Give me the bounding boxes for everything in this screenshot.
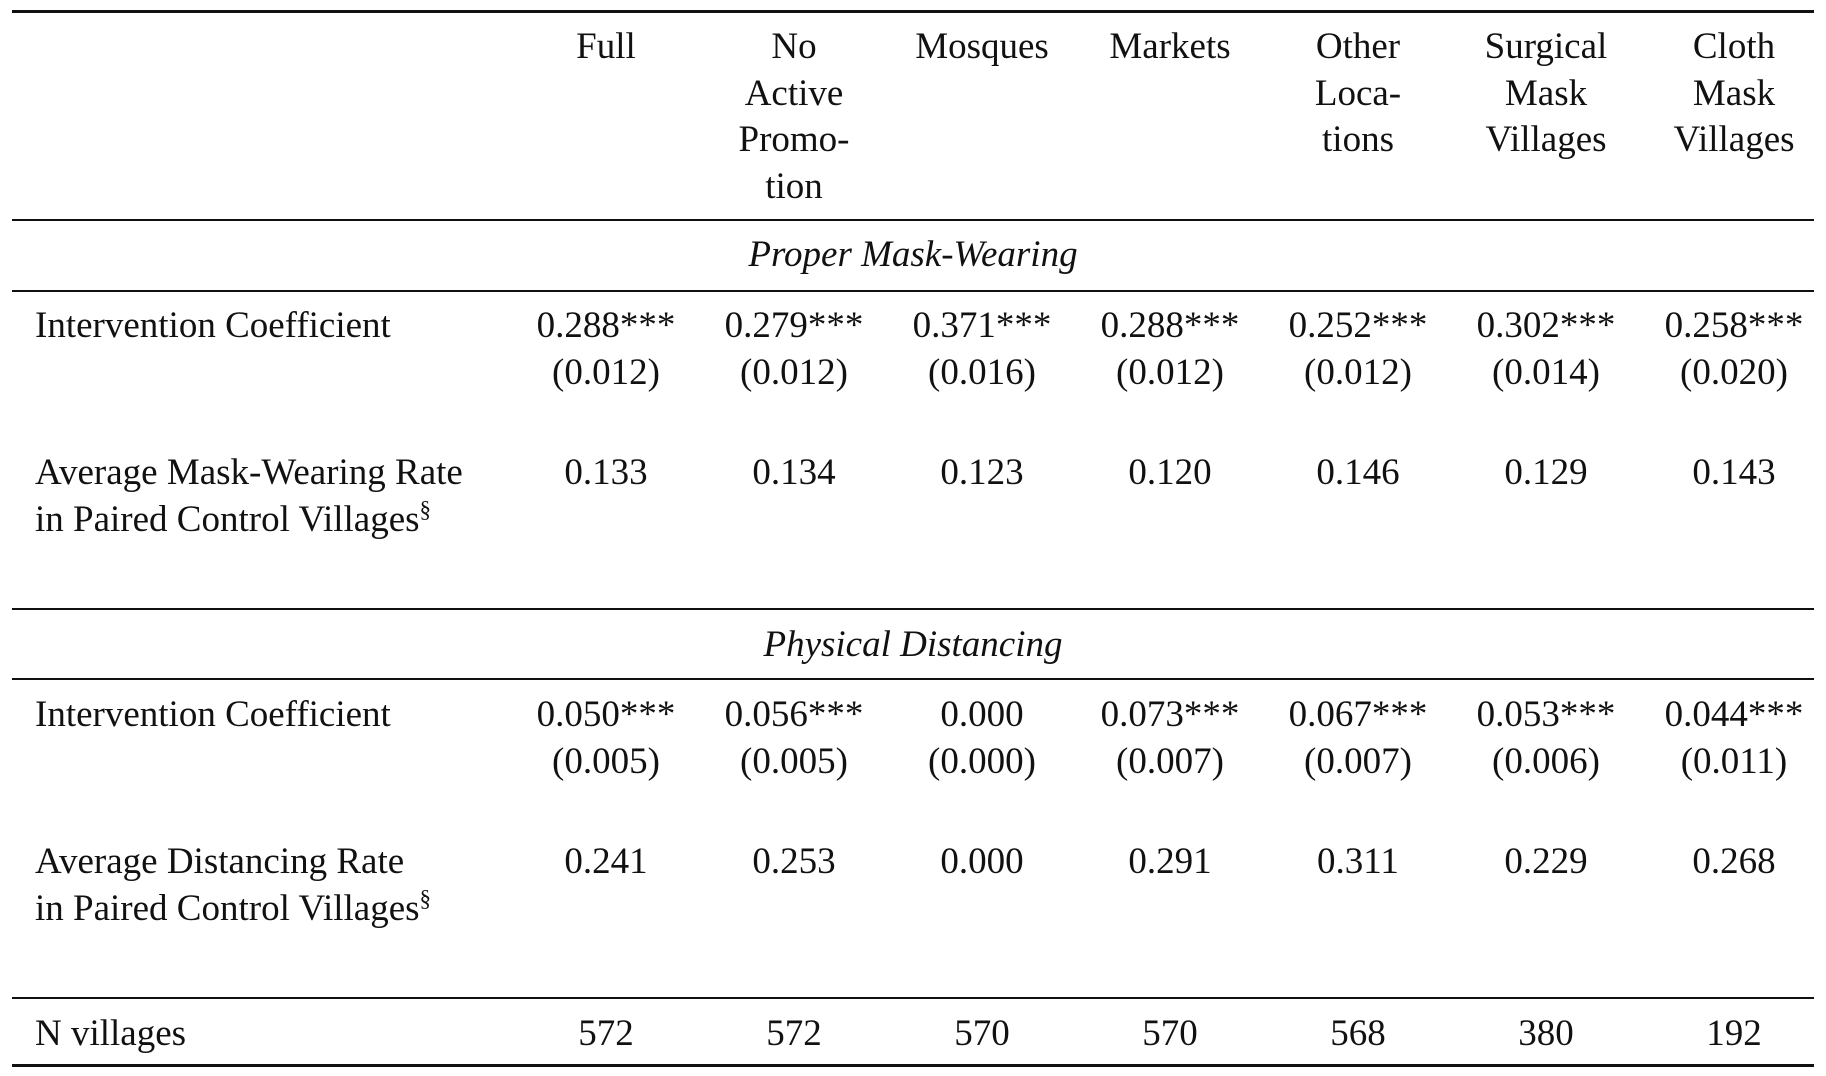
n-cell: 192 — [1706, 1013, 1762, 1054]
header-rule — [12, 219, 1814, 221]
column-header-markets: Markets — [1109, 26, 1231, 67]
coef-cell: 0.252*** — [1288, 305, 1428, 346]
std-error-cell: (0.012) — [552, 352, 660, 393]
n-cell: 572 — [578, 1013, 634, 1054]
std-error-cell: (0.000) — [928, 741, 1036, 782]
coef-cell: 0.302*** — [1476, 305, 1616, 346]
coef-cell: 0.288*** — [536, 305, 676, 346]
std-error-cell: (0.012) — [1116, 352, 1224, 393]
column-header-cloth-mask-villages: Cloth Mask Villages — [1673, 26, 1795, 160]
coef-cell: 0.371*** — [912, 305, 1052, 346]
section-rule — [12, 997, 1814, 999]
std-error-cell: (0.005) — [552, 741, 660, 782]
rate-cell: 0.129 — [1504, 452, 1588, 493]
rate-cell: 0.146 — [1316, 452, 1400, 493]
coef-cell: 0.000 — [940, 694, 1024, 735]
bottom-rule — [12, 1064, 1814, 1067]
n-cell: 572 — [766, 1013, 822, 1054]
coef-cell: 0.044*** — [1664, 694, 1804, 735]
rate-cell: 0.123 — [940, 452, 1024, 493]
rate-cell: 0.000 — [940, 841, 1024, 882]
rate-cell: 0.120 — [1128, 452, 1212, 493]
coef-cell: 0.288*** — [1100, 305, 1240, 346]
column-header-mosques: Mosques — [915, 26, 1049, 67]
n-cell: 570 — [1142, 1013, 1198, 1054]
column-header-surgical-mask-villages: Surgical Mask Villages — [1484, 26, 1608, 160]
section-rule — [12, 608, 1814, 610]
std-error-cell: (0.011) — [1680, 741, 1788, 782]
rate-cell: 0.253 — [752, 841, 836, 882]
coef-cell: 0.067*** — [1288, 694, 1428, 735]
top-rule — [12, 10, 1814, 13]
coef-cell: 0.279*** — [724, 305, 864, 346]
row-label-average-rate: Average Mask-Wearing Rate in Paired Control Villages§ — [35, 452, 463, 540]
rate-cell: 0.143 — [1692, 452, 1776, 493]
std-error-cell: (0.005) — [740, 741, 848, 782]
row-label-intervention-coefficient: Intervention Coefficient — [35, 305, 391, 346]
column-header-full: Full — [576, 26, 636, 67]
rate-cell: 0.134 — [752, 452, 836, 493]
section-title-mask-wearing: Proper Mask-Wearing — [748, 234, 1078, 275]
std-error-cell: (0.016) — [928, 352, 1036, 393]
std-error-cell: (0.014) — [1492, 352, 1600, 393]
column-header-other-locations: Other Loca- tions — [1314, 26, 1402, 160]
rate-cell: 0.311 — [1317, 841, 1399, 882]
rate-cell: 0.229 — [1504, 841, 1588, 882]
row-label-average-rate: Average Distancing Rate in Paired Control Villages§ — [35, 841, 432, 929]
rate-cell: 0.291 — [1128, 841, 1212, 882]
std-error-cell: (0.006) — [1492, 741, 1600, 782]
coef-cell: 0.050*** — [536, 694, 676, 735]
rate-cell: 0.133 — [564, 452, 648, 493]
std-error-cell: (0.020) — [1680, 352, 1788, 393]
column-header-no-active-promotion: No Active Promo- tion — [738, 26, 850, 207]
n-cell: 380 — [1518, 1013, 1574, 1054]
row-label-intervention-coefficient: Intervention Coefficient — [35, 694, 391, 735]
section-title-physical-distancing: Physical Distancing — [763, 624, 1063, 665]
rate-cell: 0.268 — [1692, 841, 1776, 882]
coef-cell: 0.073*** — [1100, 694, 1240, 735]
std-error-cell: (0.012) — [1304, 352, 1412, 393]
n-cell: 570 — [954, 1013, 1010, 1054]
n-cell: 568 — [1330, 1013, 1386, 1054]
section-rule — [12, 290, 1814, 292]
coef-cell: 0.258*** — [1664, 305, 1804, 346]
std-error-cell: (0.012) — [740, 352, 848, 393]
coef-cell: 0.056*** — [724, 694, 864, 735]
column-header-row — [12, 24, 1814, 220]
section-rule — [12, 678, 1814, 680]
row-label-n-villages: N villages — [35, 1013, 187, 1054]
std-error-cell: (0.007) — [1116, 741, 1224, 782]
coef-cell: 0.053*** — [1476, 694, 1616, 735]
std-error-cell: (0.007) — [1304, 741, 1412, 782]
rate-cell: 0.241 — [564, 841, 648, 882]
